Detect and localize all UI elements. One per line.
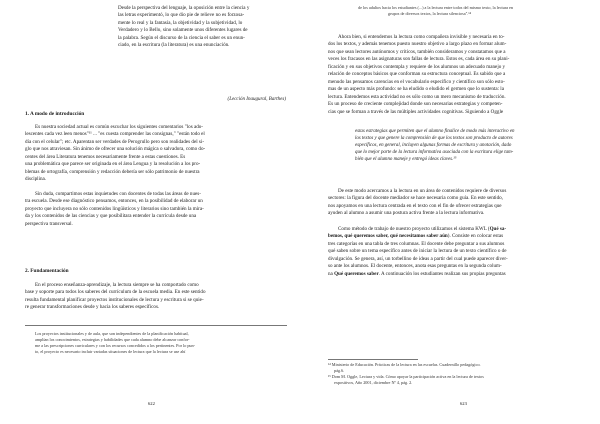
text-line: mas de un aspecto más profundo: se ha eludido o eludido el germen que lo sustenta: la (328, 86, 504, 93)
section-heading-fundamentacion: 2. Fundamentación (25, 268, 69, 274)
footnote-line: amplían los conocimientos, estrategias y habilidades que cada alumno debe alcanzar confor- (35, 337, 190, 343)
text-line: so ante los alumnos. El docente, entonces, anota esas preguntas en la segunda colum- (328, 263, 502, 270)
footnote-separator (25, 325, 287, 326)
text-line: Sin duda, compartimos estas inquietudes con docentes de todas las áreas de nues- (35, 191, 201, 197)
text-line: glo que nos atraviesan. Sin ánimo de ofrecer una solución mágica o salvadora, como do- (25, 146, 206, 153)
quote-line: los textos y que genere la comprensión de que los textos son producto de autores (355, 136, 513, 142)
text-line: Es un proceso de creciente complejidad donde son necesarias estrategias y competen- (328, 101, 503, 108)
section-heading-introduccion: 1. A modo de introducción (25, 111, 85, 117)
body-paragraph-1 (328, 34, 590, 116)
body-paragraph-3 (328, 226, 590, 278)
text-line: blemas de ortografía, comprensión y redacción debería ser sólo patrimonio de nuestra (25, 168, 200, 175)
text-line: base y soporte para todos los saberes del currículum de la escuela media. En este sentido (25, 289, 206, 296)
text-run: na (328, 270, 333, 277)
text-line: relación de conceptos básicos que conforman su estructura conceptual. Es sabido que a (328, 71, 506, 78)
footnote-line: to, el proyecto es necesario incluir variadas situaciones de lectura que la lectura se use ahí (35, 349, 186, 355)
footnotes (328, 362, 590, 386)
continued-quote (358, 5, 580, 17)
text-line (328, 233, 590, 240)
text-line: re generar transformaciones desde y hacia los saberes específicos. (25, 304, 160, 311)
epigraph-line: Desde la perspectiva del lenguaje, la oposición entre la ciencia y (118, 5, 250, 11)
text-line: qué saben sobre un tema específico antes de iniciar la lectura de un texto científico o de (328, 248, 507, 255)
epigraph-line: la palabra. Según el discurso de la ciencia el saber es un enun- (118, 34, 245, 41)
quote-line: que lo mejor parte de la lectura informativa asociada con la escritura elige tam- (355, 150, 514, 156)
epigraph (118, 5, 286, 50)
text-line: proyecto que incluyera no sólo contenidos lingüísticos y literarios sino también la mira- (25, 205, 204, 212)
quote-line: bién que el alumno maneje y entregó ideas claves.¹⁵ (355, 157, 457, 163)
fundamentacion-paragraph (25, 282, 287, 312)
footnote-line: ¹⁵ Dom M. Oggle, Lectura y vida. Cómo apoyar la participación activa en la lectura de textos (328, 374, 484, 380)
text-line: veces los fracasos en las asignaturas son fallas de lectura. Estos es, cada área en su plani- (328, 56, 510, 63)
text-run: . A continuación los estudiantes realizan sus propias preguntas (378, 270, 506, 277)
quote-line: de los adultos hacia los estudiantes (...) a la lectura entre todos del mismo texto, la lectura en (358, 5, 514, 10)
text-line: lectura. Entendemos esta actividad no es sólo como un mero mecanismo de traducción. (328, 93, 506, 100)
text-line (328, 226, 590, 233)
footnote-separator (328, 359, 418, 360)
footnote-line: me a las prescripciones curriculares y con los recursos concedidos a los pertinentes. Por lo pun- (35, 343, 196, 349)
bold-text: bemos, qué queremos saber, qué necesitamos saber aún (328, 233, 448, 240)
text-line: Es nuestra sociedad actual es común escuchar los siguientes comentarios "los ado- (35, 124, 203, 130)
block-quote (355, 128, 585, 163)
footnote-block (35, 331, 287, 355)
text-run: ). Consiste en colocar estas (447, 233, 504, 240)
text-line: da y los contenidos de las ciencias y que posibilitara entender la currícula desde una (25, 213, 197, 220)
text-line: disciplina. (25, 176, 47, 183)
text-run: Como método de trabajo de nuestro proyecto utilizamos el sistema KWL ( (338, 226, 490, 232)
text-line: sectores: la figura del docente mediador se hace necesaria como guía. En este sentido, (328, 195, 503, 202)
intro-paragraph-2 (25, 191, 287, 228)
footnote-line: ¹⁴ Ministerio de Educación. Prácticas de la lectura en las escuelas. Cuadernillo pedagógico. (328, 362, 481, 367)
body-paragraph-2 (328, 188, 590, 218)
text-line: lescentes cada vez leen menos"¹¹ ... "es cuesta comprender las consignas," "están todo el (25, 131, 205, 138)
text-line: De este modo acercamos a la lectura en un área de contenidos requiere de diversos (338, 188, 507, 194)
footnote-line: pág.6. (334, 368, 345, 374)
text-line: ayuden al alumno a asumir una postura activa frente a la lectura informativa. (328, 210, 485, 217)
text-line: nos apoyamos en una lectura centrada en el texto con el fin de ofrecer estrategias que (328, 202, 502, 209)
bold-text: Qué queremos saber (334, 270, 379, 277)
footnote-line: Los proyectos institucionales y de aula, que son independientes de la planificación habitual, (35, 331, 189, 336)
text-line: resulta fundamental planificar proyectos institucionales de lectura y escritura si se quie- (25, 296, 204, 303)
text-line (328, 271, 590, 278)
page-number: 623 (460, 401, 467, 406)
text-line: una problemática que parece ser originada en el área Lengua y la resolución a los pro- (25, 161, 201, 168)
text-line: tres categorías en una tabla de tres columnas. El docente debe preguntar a sus alumnos (328, 240, 505, 247)
text-line: Ahora bien, si entendemos la lectura como compañera invisible y necesaria en to- (338, 34, 505, 40)
text-line: menudo las pensamos carencias en el vocabulario específico y científico son sólo esto- (328, 78, 505, 85)
text-line: cias que se forman a través de las múltiples actividades cognitivas. Siguiendo a Oggle (328, 108, 504, 115)
text-line: En el proceso enseñanza-aprendizaje, la lectura siempre se ha comportado como (35, 282, 199, 288)
epigraph-attribution: (Lección Inaugural, Barthes) (227, 97, 286, 102)
page-number: 622 (148, 401, 155, 406)
epigraph-line: Verdadero y lo Bello, sino solamente unos diferentes lugares de (118, 27, 248, 34)
text-line: centes del área Literatura tenemos necesariamente frente a estas cuestiones. Es (25, 153, 186, 160)
epigraph-line: las letras experimentó, lo que dio pie de relieve no es forzosa- (118, 12, 245, 19)
epigraph-line: ciado, en la escritura (la literatura) es una enunciación. (118, 42, 230, 49)
footnote-line: expositivos, Año 2001, diciembre Nº 4, pág. 2. (334, 380, 413, 386)
text-line: nos que sean lectores autónomos y críticos, también consideramos y constatamos que a (328, 48, 506, 55)
quote-line: específicos, en general, incluyen algunas formas de escritura y anotación, dado (355, 143, 512, 149)
text-line: dos los textos, y además tenemos puesto nuestro objetivo a largo plazo en formar alum- (328, 41, 507, 48)
epigraph-line: mente lo real y la fantasía, la objetividad y la subjetividad, lo (118, 19, 243, 26)
text-line: tra escuela. Desde ese diagnóstico pensamos, entonces, en la posibilidad de elaborar un (25, 198, 203, 205)
right-page (300, 0, 600, 424)
intro-paragraph-1 (25, 124, 287, 184)
quote-line: grupos de diversos textos, la lectura silenciosa".¹⁴ (388, 11, 472, 17)
text-line: divulgación. Se genera, así, un torbellino de ideas a partir del cual puede aparecer diver- (328, 255, 508, 262)
bold-text: Qué sa- (489, 226, 507, 232)
text-line: perspectiva transversal. (25, 220, 73, 227)
quote-line: estas estrategias que permiten que el alumno finalice de modo más interactivo en (355, 129, 515, 134)
text-line: ficación y en sus objetivos contempla y requiere de los alumnos un adecuado manejo y (328, 63, 506, 70)
text-line: día con el celular"; etc. Aparentan ser verdades de Perogrullo pero son realidades del si- (25, 138, 205, 145)
